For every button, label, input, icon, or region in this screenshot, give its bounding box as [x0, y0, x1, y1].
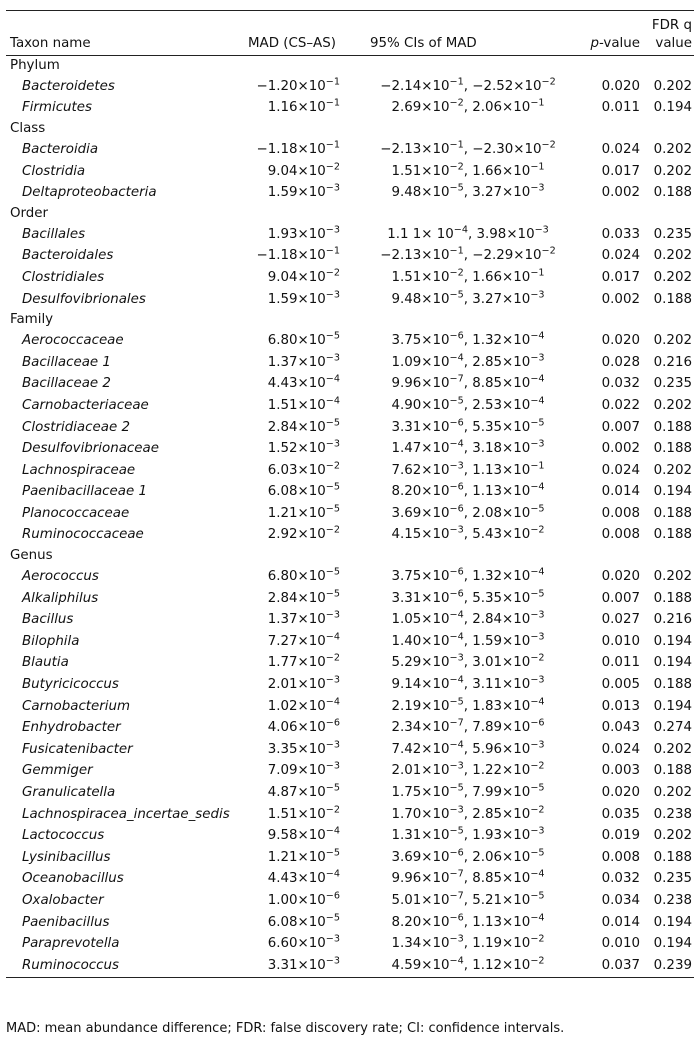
- section-label: Family: [10, 312, 54, 328]
- p-value-cell: 0.003: [601, 763, 640, 779]
- table-row: [6, 631, 694, 653]
- table-row: [6, 825, 694, 847]
- ci-cell: $1.51\times 10^{-2}$, $1.66\times 10^{-1}$: [391, 161, 545, 179]
- fdr-q-cell: 0.235: [653, 871, 692, 887]
- ci-cell: $3.69\times 10^{-6}$, $2.06\times 10^{-5}$: [391, 847, 545, 865]
- taxon-cell: Carnobacteriaceae: [22, 397, 149, 413]
- p-value-cell: 0.024: [601, 462, 640, 478]
- fdr-q-cell: 0.188: [653, 763, 692, 779]
- p-value-cell: 0.035: [601, 806, 640, 822]
- mad-cell: $1.51\times 10^{-2}$: [267, 804, 340, 822]
- taxon-cell: Oxalobacter: [22, 892, 104, 908]
- fdr-q-cell: 0.274: [653, 720, 692, 736]
- ci-cell: $1.70\times 10^{-3}$, $2.85\times 10^{-2}$: [391, 804, 545, 822]
- p-value-cell: 0.034: [601, 892, 640, 908]
- fdr-q-cell: 0.202: [653, 569, 692, 585]
- p-value-cell: 0.020: [601, 333, 640, 349]
- p-value-cell: 0.007: [601, 419, 640, 435]
- taxon-cell: Fusicatenibacter: [22, 741, 133, 757]
- mad-cell: $1.77\times 10^{-2}$: [267, 652, 340, 671]
- p-value-cell: 0.020: [601, 785, 640, 801]
- table-row: [6, 460, 694, 482]
- fdr-q-cell: 0.202: [653, 269, 692, 285]
- table-row: [6, 761, 694, 783]
- mad-cell: $1.00\times 10^{-6}$: [267, 890, 340, 908]
- ci-cell: $5.29\times 10^{-3}$, $3.01\times 10^{-2}$: [391, 652, 545, 671]
- p-value-cell: 0.020: [601, 78, 640, 94]
- fdr-q-cell: 0.238: [653, 806, 692, 822]
- table-row: [6, 890, 694, 912]
- mad-cell: $2.84\times 10^{-5}$: [267, 417, 340, 435]
- ci-cell: $1.31\times 10^{-5}$, $1.93\times 10^{-3}$: [391, 825, 545, 844]
- taxon-cell: Bacteroidia: [22, 141, 99, 157]
- taxon-cell: Paenibacillaceae 1: [22, 484, 147, 500]
- taxon-cell: Bacillaceae 1: [22, 354, 111, 370]
- p-value-cell: 0.005: [601, 677, 640, 693]
- header-p-italic: p: [590, 36, 599, 51]
- section-label: Phylum: [10, 58, 60, 73]
- table-row: [6, 76, 694, 98]
- table-row: [6, 503, 694, 525]
- ci-cell: $-2.13\times 10^{-1}$, $-2.29\times 10^{-2}$: [380, 245, 556, 264]
- mad-cell: $6.60\times 10^{-3}$: [267, 933, 340, 952]
- ci-cell: $2.01\times 10^{-3}$, $1.22\times 10^{-2}$: [391, 760, 545, 779]
- table-row: [6, 374, 694, 396]
- section-label: Class: [10, 121, 46, 137]
- fdr-q-cell: 0.202: [653, 397, 692, 413]
- mad-cell: $6.03\times 10^{-2}$: [267, 460, 340, 478]
- p-value-cell: 0.008: [601, 527, 640, 543]
- taxon-cell: Planococcaceae: [22, 505, 130, 521]
- table-row: [6, 224, 694, 246]
- table-row: [6, 98, 694, 120]
- mad-cell: $9.04\times 10^{-2}$: [267, 161, 340, 179]
- p-value-cell: 0.013: [601, 698, 640, 714]
- p-value-cell: 0.022: [601, 397, 640, 413]
- table-row: [6, 352, 694, 374]
- table-row: [6, 330, 694, 352]
- p-value-cell: 0.002: [601, 291, 640, 307]
- p-value-cell: 0.017: [601, 269, 640, 285]
- mad-cell: $-1.18\times 10^{-1}$: [256, 139, 340, 157]
- header-p-value: [584, 11, 642, 56]
- mad-cell: $1.21\times 10^{-5}$: [267, 503, 340, 521]
- taxon-cell: Granulicatella: [22, 785, 116, 801]
- header-row: [6, 11, 694, 56]
- fdr-q-cell: 0.188: [653, 527, 692, 543]
- fdr-q-cell: 0.194: [653, 100, 692, 116]
- taxon-cell: Bacteroidales: [22, 248, 114, 264]
- fdr-q-cell: 0.239: [642, 955, 694, 977]
- mad-cell: $-1.20\times 10^{-1}$: [256, 76, 340, 94]
- fdr-q-cell: 0.194: [653, 484, 692, 500]
- section-row: [6, 546, 694, 566]
- p-value-cell: 0.007: [601, 590, 640, 606]
- table-row: [6, 289, 694, 311]
- taxon-cell: Enhydrobacter: [22, 720, 121, 736]
- p-value-cell: 0.017: [601, 163, 640, 179]
- ci-cell: $-2.14\times 10^{-1}$, $-2.52\times 10^{-2}$: [380, 76, 556, 94]
- fdr-q-cell: 0.194: [653, 914, 692, 930]
- mad-cell: $1.51\times 10^{-4}$: [267, 395, 340, 413]
- table-row: [6, 395, 694, 417]
- taxon-cell: Lysinibacillus: [22, 849, 111, 865]
- ci-cell: $5.01\times 10^{-7}$, $5.21\times 10^{-5}$: [391, 890, 545, 908]
- fdr-q-cell: 0.202: [653, 248, 692, 264]
- table-row: [6, 609, 694, 631]
- mad-cell: $1.59\times 10^{-3}$: [267, 182, 340, 201]
- table-row: [6, 653, 694, 675]
- ci-cell: $3.31\times 10^{-6}$, $5.35\times 10^{-5}$: [391, 588, 545, 606]
- ci-cell: $8.20\times 10^{-6}$, $1.13\times 10^{-4}$: [391, 912, 545, 930]
- ci-cell: $9.96\times 10^{-7}$, $8.85\times 10^{-4}$: [391, 868, 545, 887]
- p-value-cell: 0.020: [601, 569, 640, 585]
- fdr-q-cell: 0.188: [653, 677, 692, 693]
- mad-cell: $6.80\times 10^{-5}$: [267, 330, 340, 349]
- section-row: [6, 204, 694, 224]
- table-row: [6, 739, 694, 761]
- fdr-q-cell: 0.202: [653, 785, 692, 801]
- p-value-cell: 0.027: [601, 612, 640, 628]
- fdr-q-cell: 0.194: [653, 655, 692, 671]
- header-mad: MAD (CS–AS): [246, 11, 352, 56]
- fdr-q-cell: 0.235: [653, 376, 692, 392]
- p-value-cell: 0.002: [601, 185, 640, 201]
- ci-cell: $1.09\times 10^{-4}$, $2.85\times 10^{-3}$: [391, 352, 545, 370]
- taxon-cell: Bacillales: [22, 226, 86, 242]
- table-row: [6, 912, 694, 934]
- p-value-cell: 0.043: [601, 720, 640, 736]
- mad-cell: $4.43\times 10^{-4}$: [267, 868, 340, 887]
- taxon-cell: Clostridia: [22, 163, 86, 179]
- p-value-cell: 0.008: [601, 849, 640, 865]
- mad-cell: $9.04\times 10^{-2}$: [267, 267, 340, 285]
- table-row: [6, 588, 694, 610]
- fdr-q-cell: 0.202: [653, 141, 692, 157]
- taxon-cell: Oceanobacillus: [22, 871, 124, 887]
- taxon-cell: Ruminococcaceae: [22, 527, 144, 543]
- mad-cell: $1.37\times 10^{-3}$: [267, 609, 340, 628]
- table-row: [6, 674, 694, 696]
- mad-cell: $6.80\times 10^{-5}$: [267, 566, 340, 585]
- taxon-cell: Bacteroidetes: [22, 78, 115, 94]
- taxon-cell: Carnobacterium: [22, 698, 131, 714]
- ci-cell: $2.69\times 10^{-2}$, $2.06\times 10^{-1}$: [391, 97, 545, 116]
- mad-cell: $4.06\times 10^{-6}$: [267, 717, 340, 736]
- taxon-cell: Paraprevotella: [22, 936, 120, 952]
- ci-cell: $1.51\times 10^{-2}$, $1.66\times 10^{-1}$: [391, 267, 545, 285]
- p-value-cell: 0.028: [601, 354, 640, 370]
- taxon-cell: Lachnospiracea_incertae_sedis: [22, 806, 230, 822]
- ci-cell: $8.20\times 10^{-6}$, $1.13\times 10^{-4}$: [391, 481, 545, 500]
- mad-cell: $7.27\times 10^{-4}$: [267, 631, 340, 649]
- ci-cell: $3.69\times 10^{-6}$, $2.08\times 10^{-5}$: [391, 503, 545, 521]
- fdr-q-cell: 0.194: [653, 698, 692, 714]
- p-value-cell: 0.032: [601, 376, 640, 392]
- mad-cell: $-1.18\times 10^{-1}$: [256, 245, 340, 264]
- mad-cell: $6.08\times 10^{-5}$: [267, 481, 340, 500]
- section-row: [6, 119, 694, 139]
- ci-cell: $4.59\times 10^{-4}$, $1.12\times 10^{-2}$: [352, 955, 584, 977]
- results-table: [6, 10, 694, 978]
- table-row: [6, 246, 694, 268]
- ci-cell: $3.75\times 10^{-6}$, $1.32\times 10^{-4}$: [391, 566, 545, 585]
- fdr-q-cell: 0.188: [653, 590, 692, 606]
- mad-cell: $2.84\times 10^{-5}$: [267, 588, 340, 606]
- fdr-q-cell: 0.216: [653, 612, 692, 628]
- ci-cell: $1.05\times 10^{-4}$, $2.84\times 10^{-3}$: [391, 609, 545, 628]
- taxon-cell: Clostridiaceae 2: [22, 419, 130, 435]
- table-row: [6, 782, 694, 804]
- mad-cell: $9.58\times 10^{-4}$: [267, 825, 340, 844]
- mad-cell: $3.31\times 10^{-3}$: [246, 955, 352, 977]
- ci-cell: 1.1 $1\times 10^{-4}$, $3.98\times 10^{-3}$: [387, 224, 549, 242]
- fdr-q-cell: 0.202: [653, 163, 692, 179]
- taxon-cell: Butyricicoccus: [22, 677, 119, 693]
- taxon-cell: Desulfovibrionales: [22, 291, 146, 307]
- ci-cell: $9.14\times 10^{-4}$, $3.11\times 10^{-3}$: [391, 674, 545, 693]
- table-row: [6, 696, 694, 718]
- fdr-q-cell: 0.216: [653, 354, 692, 370]
- table-footnote: MAD: mean abundance difference; FDR: false discovery rate; CI: confidence intervals.: [6, 1021, 565, 1036]
- fdr-q-cell: 0.188: [653, 291, 692, 307]
- mad-cell: $1.52\times 10^{-3}$: [267, 438, 340, 457]
- mad-cell: $7.09\times 10^{-3}$: [267, 760, 340, 779]
- header-ci: 95% CIs of MAD: [352, 11, 584, 56]
- mad-cell: $3.35\times 10^{-3}$: [267, 739, 340, 757]
- taxon-cell: Lachnospiraceae: [22, 462, 136, 478]
- ci-cell: $3.31\times 10^{-6}$, $5.35\times 10^{-5}$: [391, 417, 545, 435]
- header-p-rest: -value: [598, 36, 640, 51]
- header-taxon: Taxon name: [6, 11, 246, 56]
- table-row: [6, 182, 694, 204]
- p-value-cell: 0.008: [601, 505, 640, 521]
- p-value-cell: 0.019: [601, 828, 640, 844]
- ci-cell: $1.34\times 10^{-3}$, $1.19\times 10^{-2}$: [391, 933, 545, 952]
- taxon-cell: Gemmiger: [22, 763, 93, 779]
- mad-cell: $2.92\times 10^{-2}$: [267, 525, 340, 543]
- p-value-cell: 0.014: [601, 914, 640, 930]
- table-row: [6, 566, 694, 588]
- taxon-cell: Aerococcaceae: [22, 333, 124, 349]
- ci-cell: $7.62\times 10^{-3}$, $1.13\times 10^{-1}$: [391, 460, 545, 478]
- fdr-q-cell: 0.202: [653, 333, 692, 349]
- ci-cell: $9.48\times 10^{-5}$, $3.27\times 10^{-3}$: [391, 182, 545, 201]
- taxon-cell: Aerococcus: [22, 569, 99, 585]
- p-value-cell: 0.011: [601, 655, 640, 671]
- p-value-cell: 0.014: [601, 484, 640, 500]
- ci-cell: $1.75\times 10^{-5}$, $7.99\times 10^{-5}$: [391, 782, 545, 801]
- table-row: [6, 869, 694, 891]
- ci-cell: $7.42\times 10^{-4}$, $5.96\times 10^{-3}$: [391, 739, 545, 757]
- p-value-cell: 0.011: [601, 100, 640, 116]
- taxon-cell: Desulfovibrionaceae: [22, 441, 159, 457]
- table-body: [6, 56, 694, 978]
- table-row: [6, 438, 694, 460]
- table-row: [6, 267, 694, 289]
- fdr-q-cell: 0.188: [653, 849, 692, 865]
- p-value-cell: 0.024: [601, 141, 640, 157]
- ci-cell: $1.47\times 10^{-4}$, $3.18\times 10^{-3}$: [391, 438, 545, 457]
- fdr-q-cell: 0.202: [653, 462, 692, 478]
- p-value-cell: 0.002: [601, 441, 640, 457]
- table-row: [6, 717, 694, 739]
- taxon-cell: Ruminococcus: [6, 955, 246, 977]
- mad-cell: $1.16\times 10^{-1}$: [267, 97, 340, 116]
- mad-cell: $2.01\times 10^{-3}$: [267, 674, 340, 693]
- mad-cell: $1.59\times 10^{-3}$: [267, 289, 340, 307]
- mad-cell: $1.02\times 10^{-4}$: [267, 696, 340, 714]
- fdr-q-cell: 0.202: [653, 741, 692, 757]
- taxon-cell: Alkaliphilus: [22, 590, 99, 606]
- ci-cell: $2.19\times 10^{-5}$, $1.83\times 10^{-4}$: [391, 696, 545, 714]
- taxon-cell: Lactococcus: [22, 828, 105, 844]
- fdr-q-cell: 0.235: [653, 226, 692, 242]
- mad-cell: $6.08\times 10^{-5}$: [267, 912, 340, 930]
- header-fdr: FDR q value: [642, 11, 694, 56]
- ci-cell: $9.96\times 10^{-7}$, $8.85\times 10^{-4}$: [391, 373, 545, 392]
- p-value-cell: 0.033: [601, 226, 640, 242]
- table-row: [6, 482, 694, 504]
- ci-cell: $2.34\times 10^{-7}$, $7.89\times 10^{-6}$: [391, 717, 545, 736]
- fdr-q-cell: 0.188: [653, 505, 692, 521]
- p-value-cell: 0.024: [601, 741, 640, 757]
- p-value-cell: 0.032: [601, 871, 640, 887]
- fdr-q-cell: 0.202: [653, 828, 692, 844]
- section-row: [6, 310, 694, 330]
- table-row: [6, 139, 694, 161]
- taxon-cell: Bilophila: [22, 633, 80, 649]
- table-row: [6, 955, 694, 977]
- fdr-q-cell: 0.238: [653, 892, 692, 908]
- taxon-cell: Deltaproteobacteria: [22, 185, 157, 201]
- fdr-q-cell: 0.202: [653, 78, 692, 94]
- fdr-q-cell: 0.188: [653, 419, 692, 435]
- table-row: [6, 161, 694, 183]
- fdr-q-cell: 0.188: [653, 185, 692, 201]
- p-value-cell: 0.010: [601, 633, 640, 649]
- table-row: [6, 804, 694, 826]
- mad-cell: $1.21\times 10^{-5}$: [267, 847, 340, 865]
- section-label: Genus: [10, 548, 53, 564]
- ci-cell: $4.90\times 10^{-5}$, $2.53\times 10^{-4}$: [391, 395, 545, 413]
- ci-cell: $3.75\times 10^{-6}$, $1.32\times 10^{-4}$: [391, 330, 545, 349]
- section-row: [6, 56, 694, 77]
- ci-cell: $-2.13\times 10^{-1}$, $-2.30\times 10^{-2}$: [380, 139, 556, 157]
- fdr-q-cell: 0.194: [653, 936, 692, 952]
- taxon-cell: Clostridiales: [22, 269, 105, 285]
- table-row: [6, 525, 694, 547]
- p-value-cell: 0.024: [601, 248, 640, 264]
- mad-cell: $4.87\times 10^{-5}$: [267, 782, 340, 801]
- taxon-cell: Firmicutes: [22, 100, 93, 116]
- taxon-cell: Bacillus: [22, 612, 74, 628]
- section-label: Order: [10, 205, 49, 221]
- table-row: [6, 933, 694, 955]
- taxon-cell: Bacillaceae 2: [22, 376, 111, 392]
- taxon-cell: Blautia: [22, 655, 69, 671]
- table-row: [6, 417, 694, 439]
- fdr-q-cell: 0.188: [653, 441, 692, 457]
- p-value-cell: 0.037: [584, 955, 642, 977]
- ci-cell: $4.15\times 10^{-3}$, $5.43\times 10^{-2}$: [391, 525, 545, 543]
- mad-cell: $4.43\times 10^{-4}$: [267, 373, 340, 392]
- mad-cell: $1.93\times 10^{-3}$: [267, 224, 340, 242]
- ci-cell: $1.40\times 10^{-4}$, $1.59\times 10^{-3}$: [391, 631, 545, 649]
- table-row: [6, 847, 694, 869]
- ci-cell: $9.48\times 10^{-5}$, $3.27\times 10^{-3}$: [391, 289, 545, 307]
- p-value-cell: 0.010: [601, 936, 640, 952]
- taxon-cell: Paenibacillus: [22, 914, 110, 930]
- mad-cell: $1.37\times 10^{-3}$: [267, 352, 340, 370]
- fdr-q-cell: 0.194: [653, 633, 692, 649]
